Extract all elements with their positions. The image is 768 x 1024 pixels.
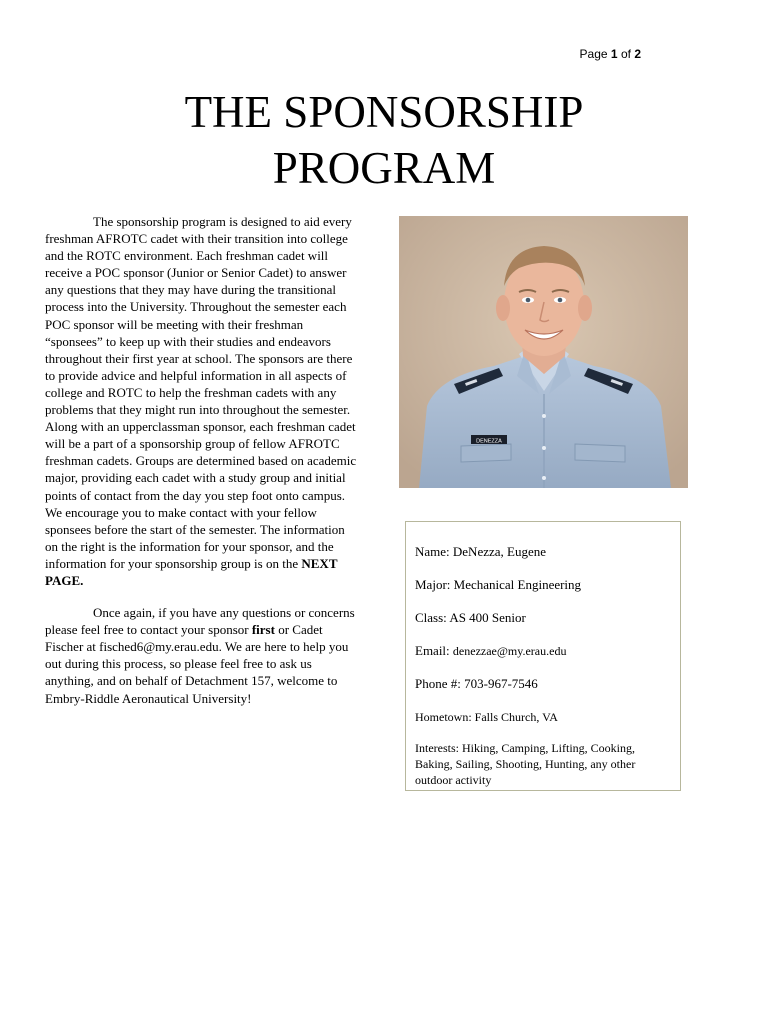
next-page-emphasis: NEXT PAGE. xyxy=(45,555,338,588)
first-emphasis: first xyxy=(251,622,275,638)
sponsor-email-row xyxy=(415,643,672,659)
title-line-1: THE SPONSORSHIP xyxy=(184,87,584,137)
paragraph-intro xyxy=(45,213,357,589)
sponsor-email-label: Email: xyxy=(415,643,453,658)
page-label: Page xyxy=(579,47,608,61)
page-of: of xyxy=(620,47,631,61)
body-text xyxy=(45,213,357,722)
paragraph-contact-text-b: or Cadet Fischer at fisched6@my.erau.edu. We are here to help you out during this process, so please feel free to ask us anything, and on behalf of Detachment 157, welcome to Embry-Riddle Aeronautical University! xyxy=(45,622,349,706)
sponsor-class: Class: AS 400 Senior xyxy=(415,610,526,625)
sponsor-info-box xyxy=(405,521,681,791)
portrait-illustration xyxy=(399,216,688,488)
title-line-2: PROGRAM xyxy=(272,143,496,193)
page-number xyxy=(580,47,641,61)
page-total: 2 xyxy=(634,47,641,61)
paragraph-contact-text-a: Once again, if you have any questions or concerns please feel free to contact your sponsor xyxy=(45,605,355,638)
sponsor-email[interactable]: denezzae@my.erau.edu xyxy=(452,644,567,658)
sponsor-phone: Phone #: 703-967-7546 xyxy=(415,676,538,691)
sponsor-interests: Interests: Hiking, Camping, Lifting, Cooking, Baking, Sailing, Shooting, Hunting, any other outdoor activity xyxy=(415,741,636,787)
nametag-text: DENEZZA xyxy=(476,438,502,445)
sponsor-major: Major: Mechanical Engineering xyxy=(415,577,582,592)
paragraph-intro-text: The sponsorship program is designed to aid every freshman AFROTC cadet with their transition into college and the ROTC environment. Each freshman cadet will receive a POC sponsor (Junior or Senior Cadet) to answer any questions that they may have during the transitional process into the University. Throughout the semester each POC sponsor will be meeting with their freshman “sponsees” to keep up with their studies and endeavors throughout their first year at school. The sponsors are there to provide advice and helpful information in all aspects of college and ROTC to help the freshman cadets with any problems that they might run into throughout the semester. Along with an upperclassman sponsor, each freshman cadet will be a part of a sponsorship group of fellow AFROTC freshman cadets. Groups are determined based on academic major, providing each cadet with a study group and initial points of contact from the day you step foot onto campus. We encourage you to make contact with your fellow sponsees before the start of the semester. The information on the right is the information for your sponsor, and the information for your sponsorship group is on the xyxy=(45,214,357,571)
page-title xyxy=(0,84,768,196)
sponsor-name: Name: DeNezza, Eugene xyxy=(415,544,547,559)
sponsor-hometown: Hometown: Falls Church, VA xyxy=(415,710,558,724)
sponsor-photo xyxy=(399,216,688,488)
paragraph-contact xyxy=(45,604,357,707)
page-current: 1 xyxy=(610,47,618,61)
